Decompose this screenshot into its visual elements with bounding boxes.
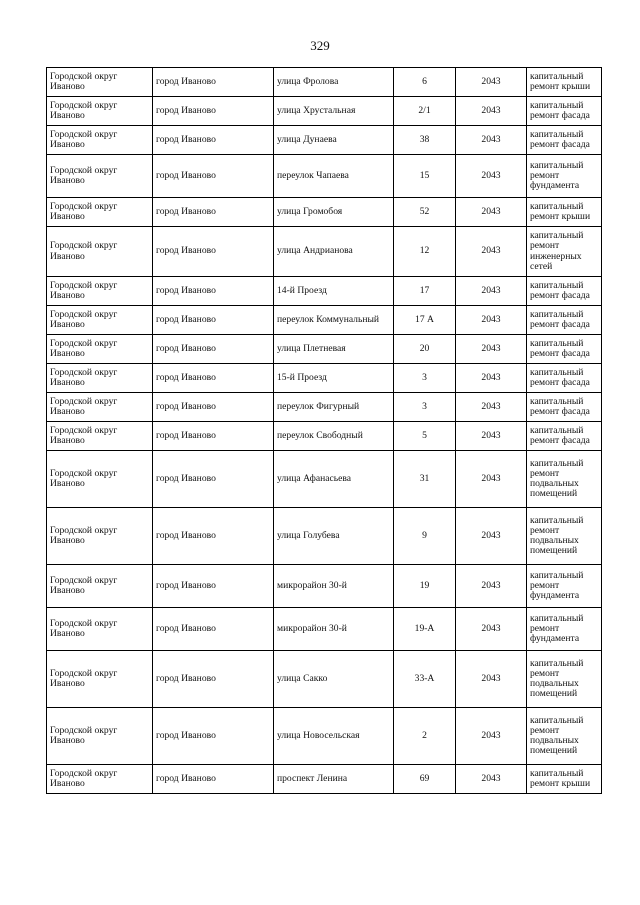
year-cell: 2043 <box>456 68 527 97</box>
house-cell: 3 <box>394 393 456 422</box>
house-cell: 17 А <box>394 306 456 335</box>
year-cell: 2043 <box>456 451 527 508</box>
work-type-cell: капитальный ремонт фундамента <box>527 565 602 608</box>
house-cell: 69 <box>394 765 456 794</box>
house-cell: 31 <box>394 451 456 508</box>
district-cell: Городской округ Иваново <box>47 97 153 126</box>
house-cell: 33-А <box>394 651 456 708</box>
year-cell: 2043 <box>456 198 527 227</box>
house-cell: 2/1 <box>394 97 456 126</box>
table-row <box>47 608 602 651</box>
table-row <box>47 126 602 155</box>
city-cell: город Иваново <box>153 708 274 765</box>
district-cell: Городской округ Иваново <box>47 765 153 794</box>
table-row <box>47 198 602 227</box>
city-cell: город Иваново <box>153 393 274 422</box>
year-cell: 2043 <box>456 277 527 306</box>
table-row <box>47 227 602 277</box>
district-cell: Городской округ Иваново <box>47 651 153 708</box>
city-cell: город Иваново <box>153 451 274 508</box>
house-cell: 6 <box>394 68 456 97</box>
city-cell: город Иваново <box>153 422 274 451</box>
street-cell: улица Сакко <box>274 651 394 708</box>
year-cell: 2043 <box>456 765 527 794</box>
table-row <box>47 765 602 794</box>
work-type-cell: капитальный ремонт фасада <box>527 126 602 155</box>
district-cell: Городской округ Иваново <box>47 508 153 565</box>
year-cell: 2043 <box>456 422 527 451</box>
district-cell: Городской округ Иваново <box>47 155 153 198</box>
city-cell: город Иваново <box>153 651 274 708</box>
house-cell: 20 <box>394 335 456 364</box>
year-cell: 2043 <box>456 708 527 765</box>
city-cell: город Иваново <box>153 508 274 565</box>
year-cell: 2043 <box>456 565 527 608</box>
house-cell: 5 <box>394 422 456 451</box>
street-cell: улица Голубева <box>274 508 394 565</box>
year-cell: 2043 <box>456 608 527 651</box>
table-row <box>47 651 602 708</box>
table-row <box>47 364 602 393</box>
street-cell: микрорайон 30-й <box>274 565 394 608</box>
table-row <box>47 565 602 608</box>
district-cell: Городской округ Иваново <box>47 708 153 765</box>
street-cell: улица Плетневая <box>274 335 394 364</box>
city-cell: город Иваново <box>153 198 274 227</box>
city-cell: город Иваново <box>153 155 274 198</box>
work-type-cell: капитальный ремонт подвальных помещений <box>527 651 602 708</box>
year-cell: 2043 <box>456 126 527 155</box>
city-cell: город Иваново <box>153 277 274 306</box>
work-type-cell: капитальный ремонт крыши <box>527 198 602 227</box>
city-cell: город Иваново <box>153 306 274 335</box>
district-cell: Городской округ Иваново <box>47 565 153 608</box>
work-type-cell: капитальный ремонт фасада <box>527 364 602 393</box>
table-row <box>47 306 602 335</box>
year-cell: 2043 <box>456 364 527 393</box>
street-cell: микрорайон 30-й <box>274 608 394 651</box>
street-cell: проспект Ленина <box>274 765 394 794</box>
street-cell: 15-й Проезд <box>274 364 394 393</box>
house-cell: 19 <box>394 565 456 608</box>
house-cell: 19-А <box>394 608 456 651</box>
work-type-cell: капитальный ремонт подвальных помещений <box>527 451 602 508</box>
street-cell: улица Афанасьева <box>274 451 394 508</box>
year-cell: 2043 <box>456 306 527 335</box>
city-cell: город Иваново <box>153 565 274 608</box>
district-cell: Городской округ Иваново <box>47 277 153 306</box>
table-body <box>47 68 602 794</box>
district-cell: Городской округ Иваново <box>47 126 153 155</box>
work-type-cell: капитальный ремонт фасада <box>527 422 602 451</box>
street-cell: улица Дунаева <box>274 126 394 155</box>
street-cell: улица Фролова <box>274 68 394 97</box>
street-cell: 14-й Проезд <box>274 277 394 306</box>
house-cell: 12 <box>394 227 456 277</box>
district-cell: Городской округ Иваново <box>47 227 153 277</box>
district-cell: Городской округ Иваново <box>47 364 153 393</box>
table-row <box>47 277 602 306</box>
district-cell: Городской округ Иваново <box>47 68 153 97</box>
work-type-cell: капитальный ремонт крыши <box>527 765 602 794</box>
work-type-cell: капитальный ремонт подвальных помещений <box>527 708 602 765</box>
city-cell: город Иваново <box>153 126 274 155</box>
work-type-cell: капитальный ремонт фасада <box>527 393 602 422</box>
district-cell: Городской округ Иваново <box>47 608 153 651</box>
table-row <box>47 422 602 451</box>
city-cell: город Иваново <box>153 335 274 364</box>
house-cell: 15 <box>394 155 456 198</box>
city-cell: город Иваново <box>153 765 274 794</box>
table-row <box>47 708 602 765</box>
year-cell: 2043 <box>456 155 527 198</box>
house-cell: 17 <box>394 277 456 306</box>
year-cell: 2043 <box>456 335 527 364</box>
table-row <box>47 68 602 97</box>
city-cell: город Иваново <box>153 608 274 651</box>
table-row <box>47 155 602 198</box>
year-cell: 2043 <box>456 227 527 277</box>
district-cell: Городской округ Иваново <box>47 393 153 422</box>
street-cell: переулок Фигурный <box>274 393 394 422</box>
page-number: 329 <box>310 38 330 53</box>
street-cell: улица Хрустальная <box>274 97 394 126</box>
work-type-cell: капитальный ремонт фасада <box>527 97 602 126</box>
work-type-cell: капитальный ремонт фундамента <box>527 155 602 198</box>
year-cell: 2043 <box>456 508 527 565</box>
table-row <box>47 393 602 422</box>
table-row <box>47 451 602 508</box>
city-cell: город Иваново <box>153 227 274 277</box>
year-cell: 2043 <box>456 393 527 422</box>
city-cell: город Иваново <box>153 97 274 126</box>
street-cell: улица Громобоя <box>274 198 394 227</box>
year-cell: 2043 <box>456 97 527 126</box>
city-cell: город Иваново <box>153 68 274 97</box>
district-cell: Городской округ Иваново <box>47 422 153 451</box>
work-type-cell: капитальный ремонт фундамента <box>527 608 602 651</box>
work-type-cell: капитальный ремонт фасада <box>527 306 602 335</box>
table-row <box>47 97 602 126</box>
street-cell: переулок Коммунальный <box>274 306 394 335</box>
table-row <box>47 335 602 364</box>
street-cell: улица Новосельская <box>274 708 394 765</box>
street-cell: переулок Чапаева <box>274 155 394 198</box>
house-cell: 52 <box>394 198 456 227</box>
house-cell: 3 <box>394 364 456 393</box>
district-cell: Городской округ Иваново <box>47 451 153 508</box>
work-type-cell: капитальный ремонт крыши <box>527 68 602 97</box>
work-type-cell: капитальный ремонт фасада <box>527 277 602 306</box>
repair-schedule-table <box>46 67 602 794</box>
district-cell: Городской округ Иваново <box>47 306 153 335</box>
house-cell: 38 <box>394 126 456 155</box>
work-type-cell: капитальный ремонт фасада <box>527 335 602 364</box>
district-cell: Городской округ Иваново <box>47 335 153 364</box>
street-cell: улица Андрианова <box>274 227 394 277</box>
city-cell: город Иваново <box>153 364 274 393</box>
work-type-cell: капитальный ремонт инженерных сетей <box>527 227 602 277</box>
work-type-cell: капитальный ремонт подвальных помещений <box>527 508 602 565</box>
street-cell: переулок Свободный <box>274 422 394 451</box>
table-row <box>47 508 602 565</box>
house-cell: 9 <box>394 508 456 565</box>
house-cell: 2 <box>394 708 456 765</box>
year-cell: 2043 <box>456 651 527 708</box>
district-cell: Городской округ Иваново <box>47 198 153 227</box>
